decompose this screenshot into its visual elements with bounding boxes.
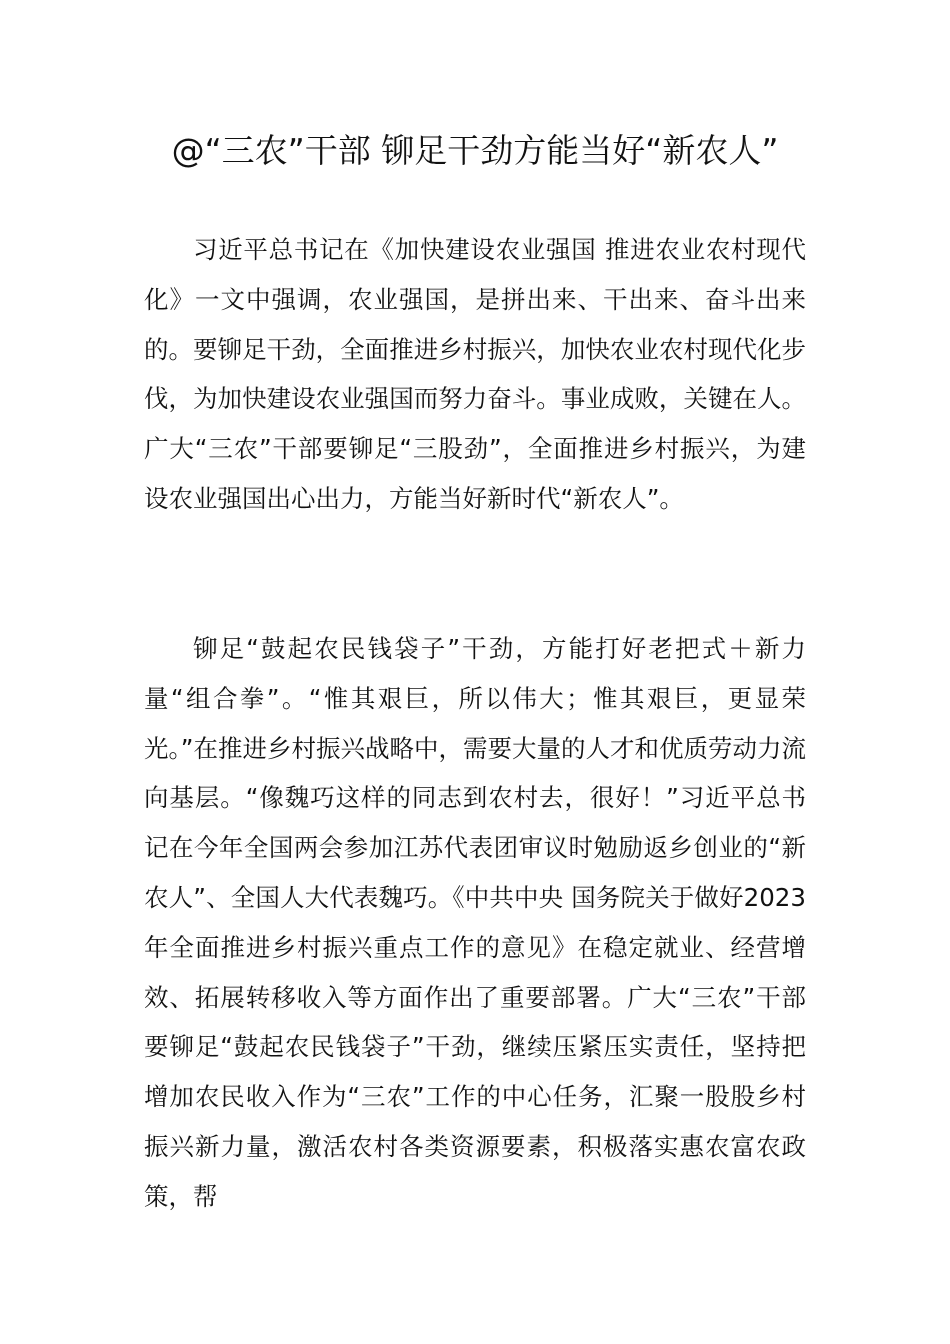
paragraph-2: 铆足“鼓起农民钱袋子”干劲，方能打好老把式＋新力量“组合拳”。“惟其艰巨，所以伟大；惟其艰巨，更显荣光。”在推进乡村振兴战略中，需要大量的人才和优质劳动力流向基层。“像魏巧这样的同志到农村去，很好！”习近平总书记在今年全国两会参加江苏代表团审议时勉励返乡创业的“新农人”、全国人大代表魏巧。《中共中央 国务院关于做好2023年全面推进乡村振兴重点工作的意见》在稳定就业、经营增效、拓展转移收入等方面作出了重要部署。广大“三农”干部要铆足“鼓起农民钱袋子”干劲，继续压紧压实责任，坚持把增加农民收入作为“三农”工作的中心任务，汇聚一股股乡村振兴新力量，激活农村各类资源要素，积极落实惠农富农政策，帮 <box>144 634 806 1211</box>
paragraph-1: 习近平总书记在《加快建设农业强国 推进农业农村现代化》一文中强调，农业强国，是拼出来、干出来、奋斗出来的。要铆足干劲，全面推进乡村振兴，加快农业农村现代化步伐，为加快建设农业强国而努力奋斗。事业成败，关键在人。广大“三农”干部要铆足“三股劲”，全面推进乡村振兴，为建设农业强国出心出力，方能当好新时代“新农人”。 <box>144 235 806 513</box>
document-title: @“三农”干部 铆足干劲方能当好“新农人” <box>171 131 779 170</box>
